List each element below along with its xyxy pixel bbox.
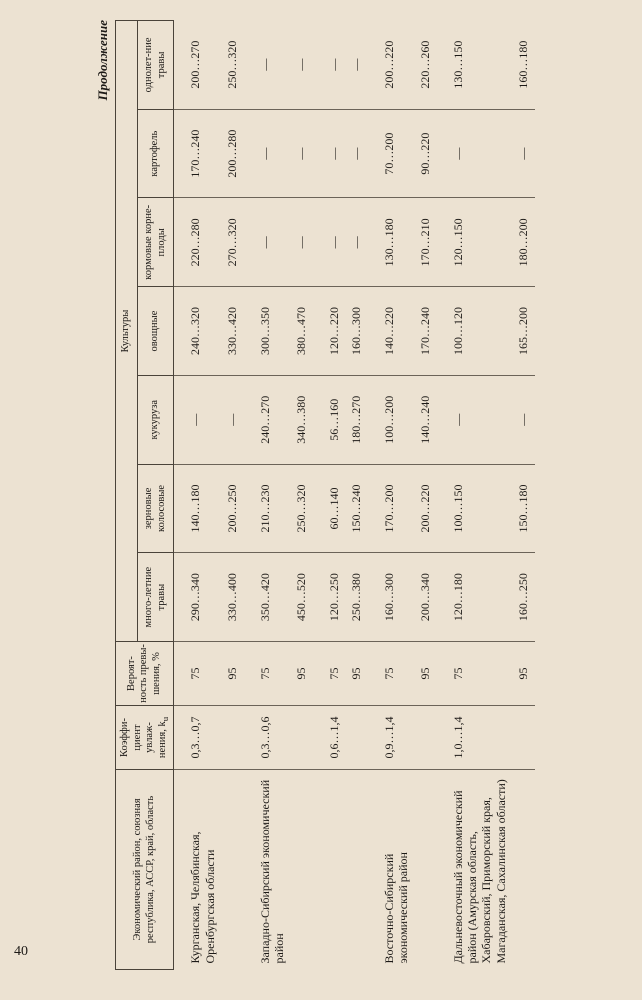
value-cell: 100…150: [437, 464, 513, 553]
probability-cell: 95: [512, 642, 534, 706]
table-row: [290, 21, 312, 970]
value-cell: 170…210: [414, 198, 436, 287]
value-cell: 140…220: [368, 287, 415, 376]
value-cell: 340…380: [290, 375, 312, 464]
value-cell: —: [437, 375, 513, 464]
value-cell: 450…520: [290, 553, 312, 642]
value-cell: 120…250: [313, 553, 345, 642]
value-cell: 200…220: [368, 21, 415, 110]
coef-cell: 0,3…0,7: [174, 706, 221, 770]
value-cell: 130…180: [368, 198, 415, 287]
value-cell: 330…400: [221, 553, 243, 642]
header-coef: Коэффи-циент увлаж-нения, $k_u$: [116, 706, 174, 770]
value-cell: 250…320: [221, 21, 243, 110]
value-cell: 250…380: [345, 553, 367, 642]
value-cell: 120…150: [437, 198, 513, 287]
value-cell: —: [313, 109, 345, 198]
value-cell: —: [221, 375, 243, 464]
value-cell: 180…270: [345, 375, 367, 464]
value-cell: 220…260: [414, 21, 436, 110]
value-cell: 160…300: [368, 553, 415, 642]
header-crop: много-летние травы: [138, 553, 174, 642]
value-cell: 100…120: [437, 287, 513, 376]
value-cell: 160…180: [512, 21, 534, 110]
coef-cell: 1,0…1,4: [437, 706, 513, 770]
table-row: [174, 21, 221, 970]
value-cell: 90…220: [414, 109, 436, 198]
value-cell: 200…250: [221, 464, 243, 553]
value-cell: —: [437, 109, 513, 198]
coef-cell: [414, 706, 436, 770]
coef-cell: [290, 706, 312, 770]
value-cell: 200…220: [414, 464, 436, 553]
table-row: [368, 21, 415, 970]
coef-cell: 0,3…0,6: [244, 706, 291, 770]
coef-cell: [221, 706, 243, 770]
header-crop: кормовые корне-плоды: [138, 198, 174, 287]
table-body: [174, 21, 535, 970]
probability-cell: 95: [221, 642, 243, 706]
value-cell: 290…340: [174, 553, 221, 642]
header-probability: Вероят-ность превы-шения, %: [116, 642, 174, 706]
value-cell: 350…420: [244, 553, 291, 642]
value-cell: 60…140: [313, 464, 345, 553]
value-cell: 240…320: [174, 287, 221, 376]
value-cell: 70…200: [368, 109, 415, 198]
rotated-table-area: [95, 20, 620, 970]
value-cell: —: [512, 109, 534, 198]
probability-cell: 95: [414, 642, 436, 706]
header-region: Экономический район, союзная республика, АССР, край, область: [116, 770, 174, 970]
table-row: [437, 21, 513, 970]
value-cell: 380…470: [290, 287, 312, 376]
coef-cell: 0,9…1,4: [368, 706, 415, 770]
probability-cell: 75: [368, 642, 415, 706]
value-cell: —: [244, 198, 291, 287]
header-cultures: Культуры: [116, 21, 138, 642]
probability-cell: 75: [174, 642, 221, 706]
value-cell: 170…240: [414, 287, 436, 376]
value-cell: 160…250: [512, 553, 534, 642]
value-cell: 240…270: [244, 375, 291, 464]
table-row: [345, 21, 367, 970]
value-cell: 200…340: [414, 553, 436, 642]
value-cell: 120…180: [437, 553, 513, 642]
value-cell: —: [244, 21, 291, 110]
region-cell: [290, 770, 312, 970]
header-crop: однолет-ние травы: [138, 21, 174, 110]
value-cell: —: [290, 198, 312, 287]
value-cell: 140…240: [414, 375, 436, 464]
value-cell: 150…180: [512, 464, 534, 553]
coef-cell: [345, 706, 367, 770]
value-cell: —: [244, 109, 291, 198]
value-cell: 150…240: [345, 464, 367, 553]
value-cell: 180…200: [512, 198, 534, 287]
value-cell: —: [512, 375, 534, 464]
value-cell: 130…150: [437, 21, 513, 110]
header-crop: овощные: [138, 287, 174, 376]
page-number: 40: [14, 944, 28, 959]
value-cell: 270…320: [221, 198, 243, 287]
value-cell: —: [313, 21, 345, 110]
table-row: [244, 21, 291, 970]
value-cell: 160…300: [345, 287, 367, 376]
value-cell: 330…420: [221, 287, 243, 376]
header-crop: зерновые колосовые: [138, 464, 174, 553]
probability-cell: 95: [345, 642, 367, 706]
region-cell: [345, 770, 367, 970]
probability-cell: 75: [313, 642, 345, 706]
region-cell: Дальневосточный экономический район (Амурская область, Хабаровский, Приморский края, Магаданская, Сахалинская области): [450, 779, 508, 964]
value-cell: 165…200: [512, 287, 534, 376]
value-cell: —: [174, 375, 221, 464]
value-cell: 300…350: [244, 287, 291, 376]
value-cell: 210…230: [244, 464, 291, 553]
value-cell: —: [345, 21, 367, 110]
value-cell: 200…280: [221, 109, 243, 198]
running-title: Продолжение: [95, 20, 110, 101]
value-cell: 170…200: [368, 464, 415, 553]
value-cell: 100…200: [368, 375, 415, 464]
value-cell: 140…180: [174, 464, 221, 553]
coef-cell: 0,6…1,4: [313, 706, 345, 770]
coef-cell: [512, 706, 534, 770]
value-cell: —: [290, 109, 312, 198]
probability-cell: 75: [437, 642, 513, 706]
value-cell: —: [345, 198, 367, 287]
value-cell: —: [290, 21, 312, 110]
table-row: [221, 21, 243, 970]
value-cell: 250…320: [290, 464, 312, 553]
table-row: [313, 21, 345, 970]
region-cell: Курганская, Челябинская, Оренбургская области: [188, 831, 217, 964]
value-cell: 200…270: [174, 21, 221, 110]
probability-cell: 95: [290, 642, 312, 706]
region-cell: Западно-Сибирский экономический район: [257, 779, 286, 964]
value-cell: 170…240: [174, 109, 221, 198]
region-cell: Восточно-Сибирский экономический район: [381, 852, 410, 964]
probability-cell: 75: [244, 642, 291, 706]
crop-table: [115, 20, 535, 970]
value-cell: 120…220: [313, 287, 345, 376]
header-crop: картофель: [138, 109, 174, 198]
region-cell: [414, 770, 436, 970]
region-cell: [512, 770, 534, 970]
value-cell: 220…280: [174, 198, 221, 287]
value-cell: —: [313, 198, 345, 287]
table-row: [414, 21, 436, 970]
header-crop: кукуруза: [138, 375, 174, 464]
region-cell: [221, 770, 243, 970]
table-row: [512, 21, 534, 970]
value-cell: 56…160: [313, 375, 345, 464]
region-cell: [313, 770, 345, 970]
value-cell: —: [345, 109, 367, 198]
